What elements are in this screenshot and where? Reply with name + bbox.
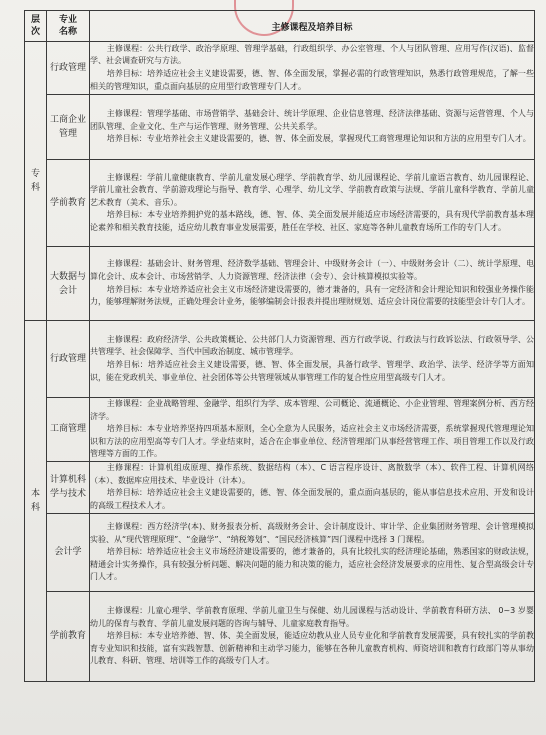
header-level (25, 11, 47, 42)
course-description (90, 247, 535, 321)
level-cell (25, 321, 47, 682)
table-row (25, 398, 535, 462)
course-description (90, 461, 535, 513)
course-description (90, 95, 535, 160)
header-major (47, 11, 90, 42)
level-label: 本科 (30, 488, 40, 513)
training-goal-text: 培养目标：本专业培养德、智、体、美全面发展，能适应幼教从业人员专业化和学前教育发展需要，具有较扎实的学前教育专业知识和技能，富有实践智慧、创新精神和主动学习能力，能够在各种儿童教育机构、师资培训和教育行政部门等从事幼儿教育、科研、管理、培训等工作的高级专门人才。 (90, 631, 534, 666)
header-courses (90, 11, 535, 42)
table-row (25, 95, 535, 160)
course-description (90, 398, 535, 462)
main-courses-text: 主修课程：管理学基础、市场营销学、基础会计、统计学原理、企业信息管理、经济法律基础、资源与运营管理、个人与团队管理、企业文化、生产与运作管理、财务管理、公共关系学。 (90, 109, 534, 131)
training-goal-text: 培养目标：本专业培养坚持四项基本原则，全心全意为人民服务，适应社会主义市场经济需要，系统掌握现代管理理论知识和方法的应用型高等专门人才。学业结束时，适合在企事业单位、经济管理部门从事经营管理工作、项目管理工作以及行政管理等方面的工作。 (90, 424, 534, 459)
curriculum-table (24, 10, 535, 682)
main-courses-text: 主修课程：基础会计、财务管理、经济数学基础、管理会计、中级财务会计（一）、中级财务会计（二）、统计学原理、电算化会计、成本会计、市场营销学、人力资源管理、经济法律（会专）、会计核算模拟实验等。 (90, 259, 534, 281)
course-description (90, 513, 535, 591)
header-major-text: 专业名称 (58, 15, 77, 37)
table-row (25, 247, 535, 321)
major-name: 计算机科学与技术 (47, 461, 90, 513)
main-courses-text: 主修课程：西方经济学(本)、财务报表分析、高级财务会计、会计制度设计、审计学、企业集团财务管理、会计管理模拟实验、从“现代管理原理”、“金融学”、“纳税筹划”、“国民经济核算”四门课程中选择 3 门课程。 (90, 521, 534, 544)
level-cell (25, 42, 47, 321)
training-goal-text: 培养目标：培养适应社会主义建设需要，德、智、体全面发展，具备行政学、管理学、政治学、法学、经济学等方面知识，能在党政机关、事业单位、社会团体等公共管理领域从事管理工作的复合性应用型高级专门人才。 (90, 360, 534, 382)
major-name: 工商管理 (47, 398, 90, 462)
main-courses-text: 主修课程：公共行政学、政治学原理、管理学基础，行政组织学、办公室管理、个人与团队管理、应用写作(汉语)、监督学、社会调查研究与方法。 (90, 43, 534, 66)
level-label: 专科 (30, 169, 40, 193)
header-courses-text: 主修课程及培养目标 (271, 22, 353, 33)
main-courses-text: 主修课程：企业战略管理、金融学、组织行为学、成本管理、公司概论、流通概论、小企业管理、管理案例分析、西方经济学。 (90, 399, 534, 421)
training-goal-text: 培养目标：专业培养社会主义建设需要的，德、智、体全面发展，掌握现代工商管理理论知识和方法的应用型专门人才。 (106, 134, 531, 144)
course-description (90, 591, 535, 681)
major-name: 行政管理 (47, 42, 90, 95)
course-description (90, 321, 535, 398)
training-goal-text: 培养目标：培养适应社会主义建设需要的，德、智、体全面发展的，重点面向基层的，能从事信息技术应用、开发和设计的高级工程技术人才。 (90, 488, 534, 511)
main-courses-text: 主修课程：儿童心理学、学前教育原理、学前儿童卫生与保健、幼儿园课程与活动设计、学前教育科研方法、 0~3 岁婴幼儿的保育与教育、学前儿童发展问题的咨询与辅导、儿童家庭教育指导。 (90, 605, 534, 628)
major-name: 会计学 (47, 513, 90, 591)
course-description (90, 42, 535, 95)
major-name: 学前教育 (47, 160, 90, 247)
training-goal-text: 培养目标：培养适应社会主义市场经济建设需要的，德才兼备的，具有比较扎实的经济理论基础，熟悉国家的财政法规，精通会计实务操作，具有较强分析问题、解决问题的能力和决策的能力，适应社会经济发展要求的应用性、复合型高级会计专门人才。 (90, 547, 534, 582)
table-row (25, 42, 535, 95)
major-name: 工商企业管理 (47, 95, 90, 160)
table-row (25, 591, 535, 681)
major-name: 行政管理 (47, 321, 90, 398)
training-goal-text: 培养目标：培养适应社会主义建设需要，德、智、体全面发展，掌握必需的行政管理知识，熟悉行政管理规范，了解一些相关的管理知识，重点面向基层的应用型行政管理专门人才。 (90, 69, 534, 91)
main-courses-text: 主修课程：学前儿童健康教育、学前儿童发展心理学、学前教育学、幼儿园课程论、学前儿童语言教育、幼儿园课程论、学前儿童社会教育、学前游戏理论与指导、教育学、心理学、幼儿文学、学前教育政策与法规、学前儿童科学教育、学前儿童艺术教育（美术、音乐）。 (90, 172, 534, 207)
table-row (25, 461, 535, 513)
table-row (25, 160, 535, 247)
table-row (25, 321, 535, 398)
major-name: 学前教育 (47, 591, 90, 681)
major-name: 大数据与会计 (47, 247, 90, 321)
training-goal-text: 培养目标：本专业培养拥护党的基本路线，德、智、体、美全面发展并能适应市场经济需要的，具有现代学前教育基本理论素养和相关教育技能，适应幼儿教育事业发展需要，胜任在学校、社区、家庭等各种儿童教育场所工作的专门人才。 (90, 210, 534, 232)
table-row (25, 513, 535, 591)
main-courses-text: 主修课程：政府经济学、公共政策概论、公共部门人力资源管理、西方行政学说、行政法与行政诉讼法、行政领导学、公共管理学、社会保障学、当代中国政治制度、城市管理学。 (90, 334, 534, 357)
table-header-row (25, 11, 535, 42)
training-goal-text: 培养目标：本专业培养适应社会主义市场经济建设需要的，德才兼备的，具有一定经济和会计理论知识和较强业务操作能力，能够理解财务法规，正确处理会计业务，能够编制会计报表并提出理财规划、适应会计岗位需要的技能型会计专门人才。 (90, 284, 534, 307)
header-level-text: 层次 (30, 15, 40, 37)
course-description (90, 160, 535, 247)
main-courses-text: 主修课程：计算机组成原理、操作系统、数据结构（本）、C 语言程序设计、离散数学（本）、软件工程、计算机网络（本）、数据库应用技术、毕业设计（计本）。 (90, 463, 534, 485)
